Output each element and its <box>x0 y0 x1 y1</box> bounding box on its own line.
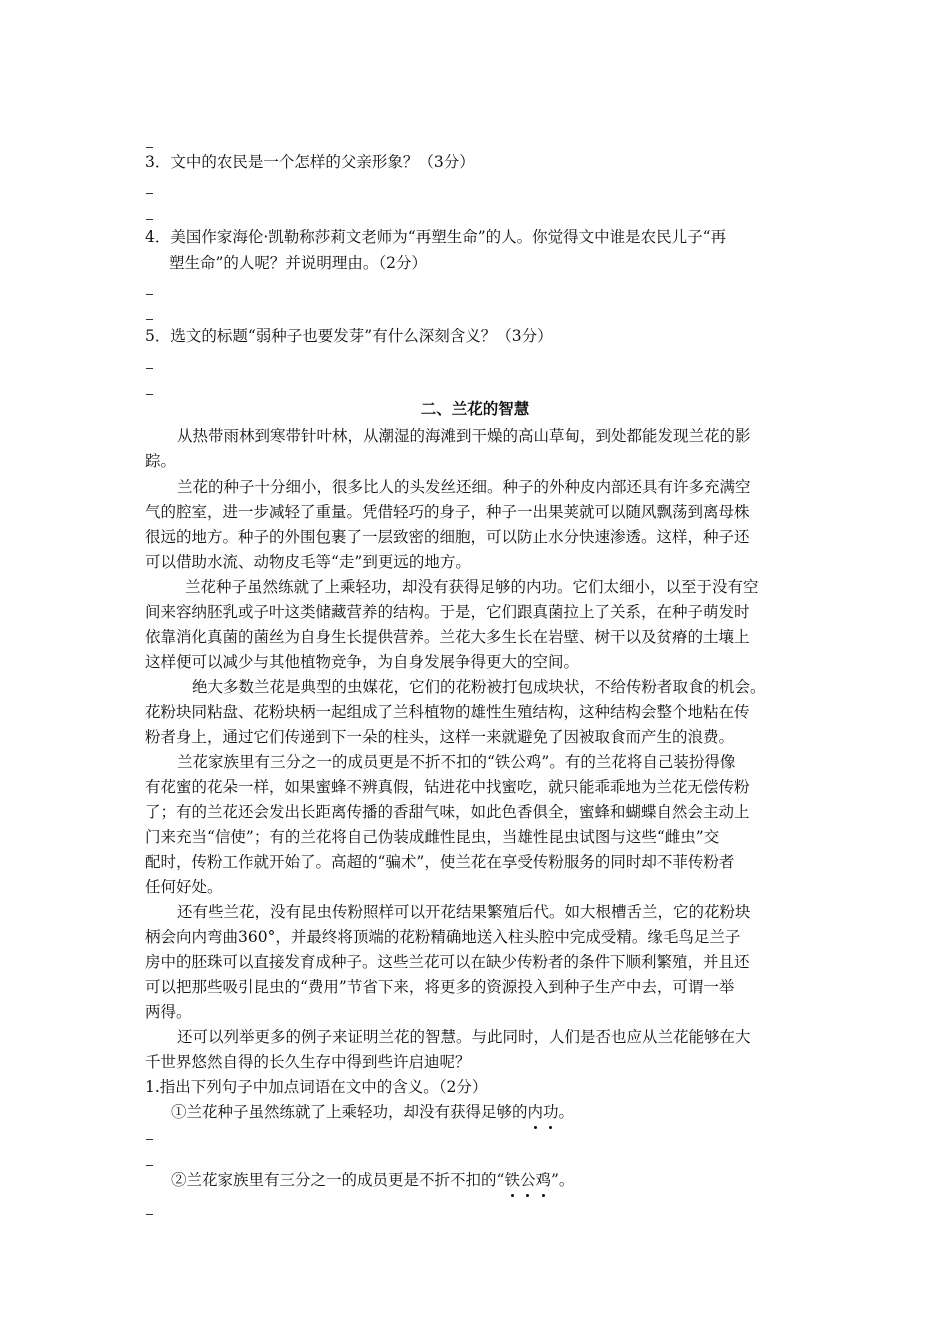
question-4-line-1: 4．美国作家海伦·凯勒称莎莉文老师为“再塑生命”的人。你觉得文中谁是农民儿子“再 <box>145 228 727 246</box>
answer-blank <box>146 1214 153 1215</box>
passage-line: 两得。 <box>145 1003 192 1021</box>
dotted-char: 铁 <box>504 1171 520 1189</box>
question-4-line-2: 塑生命”的人呢？并说明理由。（2分） <box>169 254 428 272</box>
sentence-text: ②兰花家族里有三分之一的成员更是不折不扣的“ <box>171 1171 505 1189</box>
passage-line: 可以借助水流、动物皮毛等“走”到更远的地方。 <box>145 553 471 571</box>
passage-line: 兰花种子虽然练就了上乘轻功，却没有获得足够的内功。它们太细小，以至于没有空 <box>185 578 759 596</box>
dotted-char: 功 <box>543 1103 559 1121</box>
passage-line: 这样便可以减少与其他植物竞争，为自身发展争得更大的空间。 <box>145 653 580 671</box>
passage-line: 依靠消化真菌的菌丝为自身生长提供营养。兰花大多生长在岩壁、树干以及贫瘠的土壤上 <box>145 628 750 646</box>
passage-line: 还可以列举更多的例子来证明兰花的智慧。与此同时，人们是否也应从兰花能够在大 <box>177 1028 751 1046</box>
sentence-text: 。 <box>558 1103 575 1121</box>
question-1: 1.指出下列句子中加点词语在文中的含义。（2分） <box>145 1078 488 1096</box>
passage-line: 门来充当“信使”；有的兰花将自己伪装成雌性昆虫，当雄性昆虫试图与这些“雌虫”交 <box>145 828 720 846</box>
passage-line: 从热带雨林到寒带针叶林，从潮湿的海滩到干燥的高山草甸，到处都能发现兰花的影 <box>177 427 751 445</box>
passage-line: 还有些兰花，没有昆虫传粉照样可以开花结果繁殖后代。如大根槽舌兰，它的花粉块 <box>177 903 751 921</box>
answer-blank <box>146 319 153 320</box>
passage-line: 很远的地方。种子的外围包裹了一层致密的细胞，可以防止水分快速渗透。这样，种子还 <box>145 528 750 546</box>
dotted-char: 公 <box>519 1171 536 1189</box>
answer-blank <box>146 368 153 369</box>
sentence-text: ①兰花种子虽然练就了上乘轻功，却没有获得足够的 <box>171 1103 528 1121</box>
passage-line: 房中的胚珠可以直接发育成种子。这些兰花可以在缺少传粉者的条件下顺利繁殖，并且还 <box>145 953 750 971</box>
passage-line: 了；有的兰花还会发出长距离传播的香甜气味，如此色香俱全，蜜蜂和蝴蝶自然会主动上 <box>145 803 750 821</box>
question-5: 5．选文的标题“弱种子也要发芽”有什么深刻含义？（3分） <box>145 327 553 345</box>
question-3: 3．文中的农民是一个怎样的父亲形象？（3分） <box>145 153 475 171</box>
passage-line: 粉者身上，通过它们传递到下一朵的柱头，这样一来就避免了因被取食而产生的浪费。 <box>145 728 735 746</box>
dotted-char: 鸡 <box>535 1171 551 1189</box>
passage-line: 千世界悠然自得的长久生存中得到些许启迪呢？ <box>145 1053 471 1071</box>
question-1-sentence-1 <box>171 1102 574 1122</box>
answer-blank <box>146 294 153 295</box>
passage-line: 间来容纳胚乳或子叶这类储藏营养的结构。于是，它们跟真菌拉上了关系，在种子萌发时 <box>145 603 750 621</box>
answer-blank <box>146 147 153 148</box>
passage-line: 任何好处。 <box>145 878 223 896</box>
passage-line: 可以把那些吸引昆虫的“费用”节省下来，将更多的资源投入到种子生产中去，可谓一举 <box>145 978 735 996</box>
question-1-sentence-2 <box>171 1170 574 1190</box>
answer-blank <box>146 1165 153 1166</box>
passage-line: 配时，传粉工作就开始了。高超的“骗术”，使兰花在享受传粉服务的同时却不菲传粉者 <box>145 853 735 871</box>
passage-line: 花粉块同粘盘、花粉块柄一起组成了兰科植物的雄性生殖结构，这种结构会整个地粘在传 <box>145 703 750 721</box>
answer-blank <box>146 394 153 395</box>
dotted-char: 内 <box>527 1103 544 1121</box>
answer-blank <box>146 219 153 220</box>
passage-line: 气的腔室，进一步减轻了重量。凭借轻巧的身子，种子一出果荚就可以随风飘荡到离母株 <box>145 503 750 521</box>
answer-blank <box>146 193 153 194</box>
passage-line: 绝大多数兰花是典型的虫媒花，它们的花粉被打包成块状，不给传粉者取食的机会。 <box>192 678 766 696</box>
answer-blank <box>146 1139 153 1140</box>
passage-line: 有花蜜的花朵一样，如果蜜蜂不辨真假，钻进花中找蜜吃，就只能乖乖地为兰花无偿传粉 <box>145 778 750 796</box>
passage-line: 柄会向内弯曲360°，并最终将顶端的花粉精确地送入柱头腔中完成受精。缘毛鸟足兰子 <box>145 928 741 946</box>
passage-line: 兰花家族里有三分之一的成员更是不折不扣的“铁公鸡”。有的兰花将自己装扮得像 <box>177 753 736 771</box>
sentence-text: ”。 <box>550 1171 575 1189</box>
section-title: 二、兰花的智慧 <box>420 399 530 418</box>
passage-line: 踪。 <box>145 452 177 470</box>
passage-line: 兰花的种子十分细小，很多比人的头发丝还细。种子的外种皮内部还具有许多充满空 <box>177 478 751 496</box>
